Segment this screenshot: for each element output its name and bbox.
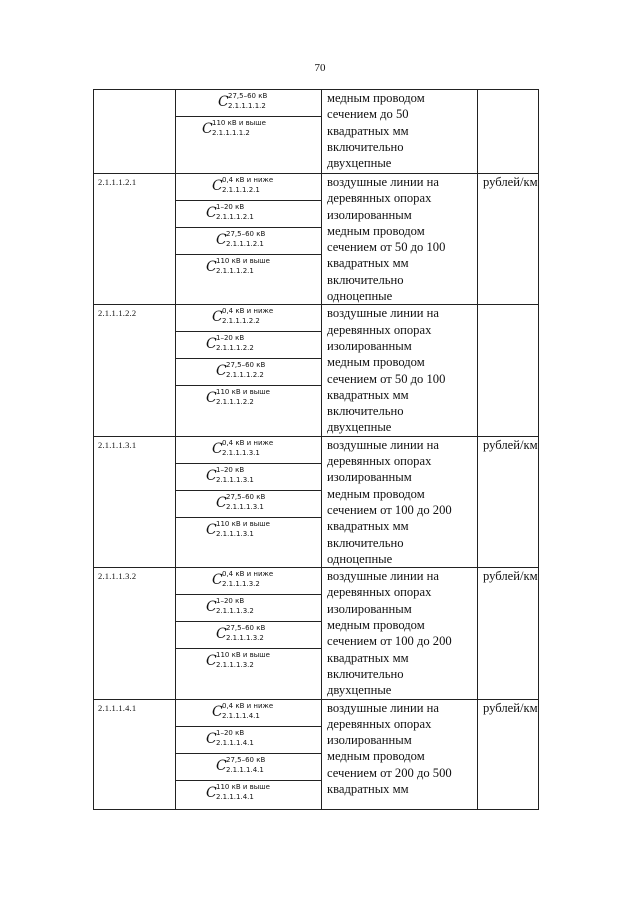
formula-list	[176, 437, 321, 545]
row-unit: рублей/км	[478, 436, 539, 567]
formula-superscript: 110 кВ и выше	[216, 519, 270, 528]
formula-subscript: 2.1.1.1.2.1	[216, 213, 254, 221]
description-line: квадратных мм	[327, 519, 409, 534]
formula-item	[176, 464, 321, 491]
formula-list	[176, 174, 321, 282]
description-line: изолированным	[327, 207, 412, 222]
formula-subscript: 2.1.1.1.1.2	[212, 129, 250, 137]
description-line: деревянных опорах	[327, 454, 432, 469]
description-line: изолированным	[327, 601, 412, 616]
formula-superscript: 27,5–60 кВ	[226, 361, 266, 370]
formula-item	[176, 518, 321, 545]
formula-item	[176, 437, 321, 464]
formula-item	[176, 90, 321, 117]
formula-item	[176, 622, 321, 649]
formula-item	[176, 386, 321, 413]
formula-subscript: 2.1.1.1.3.2	[222, 580, 260, 589]
description-line: деревянных опорах	[327, 191, 432, 206]
formula-item	[176, 228, 321, 255]
formula-item	[176, 754, 321, 781]
formula-subscript: 2.1.1.1.1.2	[228, 102, 266, 110]
description-line: изолированным	[327, 470, 412, 485]
formula-superscript: 1–20 кВ	[216, 203, 245, 211]
description-line: одноцепные	[327, 551, 393, 566]
description-line: деревянных опорах	[327, 716, 432, 731]
formula-subscript: 2.1.1.1.3.1	[226, 502, 264, 511]
formula-list	[176, 90, 321, 144]
description-line: квадратных мм	[327, 650, 409, 665]
formula-list	[176, 305, 321, 413]
table-row	[94, 436, 539, 567]
formula-subscript: 2.1.1.1.4.1	[216, 738, 254, 747]
table-row	[94, 568, 539, 699]
formula-superscript: 110 кВ и выше	[216, 651, 270, 660]
formula-superscript: 0,4 кВ и ниже	[222, 307, 274, 316]
description-line: медным проводом	[327, 749, 425, 764]
formula-symbol: C	[216, 494, 227, 511]
formula-subscript: 2.1.1.1.2.1	[216, 267, 254, 275]
description-line: включительно	[327, 139, 404, 154]
description-line: двухцепные	[327, 420, 392, 435]
formula-symbol: C	[206, 784, 217, 801]
formula-superscript: 1–20 кВ	[216, 597, 245, 606]
formula-subscript: 2.1.1.1.2.2	[216, 344, 254, 353]
description-line: квадратных мм	[327, 387, 409, 402]
formula-symbol: C	[212, 572, 223, 589]
table-row	[94, 699, 539, 809]
formula-item	[176, 700, 321, 727]
row-description	[322, 699, 478, 809]
description-line: воздушные линии на	[327, 306, 439, 321]
row-description	[322, 90, 478, 174]
description-line: воздушные линии на	[327, 437, 439, 452]
formula-symbol: C	[206, 730, 217, 747]
formula-subscript: 2.1.1.1.4.1	[226, 765, 264, 774]
row-description	[322, 436, 478, 567]
description-line: воздушные линии на	[327, 700, 439, 715]
row-description	[322, 305, 478, 436]
formula-subscript: 2.1.1.1.2.1	[226, 240, 264, 248]
formula-symbol: C	[216, 363, 227, 380]
row-code: 2.1.1.1.3.2	[94, 568, 176, 699]
formula-subscript: 2.1.1.1.2.2	[226, 371, 264, 380]
formula-superscript: 110 кВ и выше	[216, 782, 270, 791]
formula-symbol: C	[206, 205, 217, 221]
description-line: медным проводом	[327, 486, 425, 501]
description-line: медным проводом	[327, 223, 425, 238]
tariff-table-body	[94, 90, 539, 810]
row-code: 2.1.1.1.2.1	[94, 174, 176, 305]
formula-symbol: C	[202, 121, 213, 137]
table-row	[94, 305, 539, 436]
description-line: одноцепные	[327, 289, 393, 304]
formula-symbol: C	[206, 521, 217, 538]
formula-symbol: C	[216, 757, 227, 774]
row-code: 2.1.1.1.3.1	[94, 436, 176, 567]
description-line: изолированным	[327, 733, 412, 748]
row-code: 2.1.1.1.4.1	[94, 699, 176, 809]
description-line: сечением от 50 до 100	[327, 240, 446, 255]
formula-subscript: 2.1.1.1.3.2	[216, 661, 254, 670]
description-line: включительно	[327, 404, 404, 419]
description-line: деревянных опорах	[327, 585, 432, 600]
formula-superscript: 27,5–60 кВ	[226, 624, 266, 633]
formula-item	[176, 727, 321, 754]
formula-superscript: 27,5–60 кВ	[226, 755, 266, 764]
formula-item	[176, 491, 321, 518]
table-row	[94, 90, 539, 174]
description-line: включительно	[327, 666, 404, 681]
formula-symbol: C	[206, 653, 217, 670]
formula-item	[176, 174, 321, 201]
formula-item	[176, 255, 321, 282]
formula-list	[176, 568, 321, 676]
formula-list	[176, 700, 321, 808]
formula-symbol: C	[218, 94, 229, 110]
row-unit	[478, 305, 539, 436]
formula-symbol: C	[212, 178, 223, 194]
formula-subscript: 2.1.1.1.4.1	[222, 711, 260, 720]
description-line: сечением от 50 до 100	[327, 371, 446, 386]
description-line: включительно	[327, 535, 404, 550]
formula-cell	[176, 174, 322, 305]
description-line: воздушные линии на	[327, 569, 439, 584]
formula-item	[176, 781, 321, 808]
row-description	[322, 568, 478, 699]
description-line: квадратных мм	[327, 123, 409, 138]
formula-cell	[176, 436, 322, 567]
formula-superscript: 0,4 кВ и ниже	[222, 438, 274, 447]
formula-symbol: C	[212, 703, 223, 720]
formula-cell	[176, 568, 322, 699]
description-line: деревянных опорах	[327, 322, 432, 337]
formula-subscript: 2.1.1.1.3.2	[216, 607, 254, 616]
formula-superscript: 110 кВ и выше	[216, 257, 270, 265]
formula-subscript: 2.1.1.1.2.2	[216, 398, 254, 407]
formula-symbol: C	[212, 309, 223, 326]
formula-subscript: 2.1.1.1.3.2	[226, 634, 264, 643]
description-line: двухцепные	[327, 683, 392, 698]
formula-superscript: 110 кВ и выше	[216, 388, 270, 397]
formula-superscript: 1–20 кВ	[216, 465, 245, 474]
description-line: включительно	[327, 272, 404, 287]
table-row	[94, 174, 539, 305]
formula-superscript: 1–20 кВ	[216, 334, 245, 343]
tariff-table	[93, 89, 539, 810]
description-line: сечением от 100 до 200	[327, 634, 452, 649]
formula-symbol: C	[212, 440, 223, 457]
formula-superscript: 1–20 кВ	[216, 728, 245, 737]
description-line: медным проводом	[327, 618, 425, 633]
row-description	[322, 174, 478, 305]
formula-item	[176, 305, 321, 332]
formula-item	[176, 117, 321, 144]
formula-item	[176, 595, 321, 622]
formula-item	[176, 359, 321, 386]
description-line: сечением от 100 до 200	[327, 502, 452, 517]
formula-symbol: C	[206, 336, 217, 353]
formula-item	[176, 201, 321, 228]
formula-superscript: 27,5–60 кВ	[226, 230, 266, 238]
description-line: сечением до 50	[327, 107, 409, 122]
formula-superscript: 0,4 кВ и ниже	[222, 701, 274, 710]
description-line: квадратных мм	[327, 781, 409, 796]
formula-cell	[176, 699, 322, 809]
page-number: 70	[314, 62, 326, 74]
formula-item	[176, 332, 321, 359]
formula-symbol: C	[216, 626, 227, 643]
description-line: медным проводом	[327, 355, 425, 370]
formula-subscript: 2.1.1.1.3.1	[216, 475, 254, 484]
description-line: квадратных мм	[327, 256, 409, 271]
formula-symbol: C	[206, 259, 217, 275]
formula-cell	[176, 90, 322, 174]
formula-subscript: 2.1.1.1.4.1	[216, 792, 254, 801]
description-line: сечением от 200 до 500	[327, 765, 452, 780]
description-line: двухцепные	[327, 156, 392, 171]
formula-subscript: 2.1.1.1.3.1	[222, 448, 260, 457]
formula-superscript: 0,4 кВ и ниже	[222, 176, 274, 184]
row-unit: рублей/км	[478, 568, 539, 699]
row-unit	[478, 90, 539, 174]
formula-superscript: 27,5–60 кВ	[226, 492, 266, 501]
formula-superscript: 110 кВ и выше	[212, 119, 266, 127]
row-code: 2.1.1.1.2.2	[94, 305, 176, 436]
row-unit: рублей/км	[478, 174, 539, 305]
description-line: медным проводом	[327, 91, 425, 105]
formula-item	[176, 568, 321, 595]
formula-symbol: C	[206, 467, 217, 484]
formula-symbol: C	[206, 390, 217, 407]
formula-subscript: 2.1.1.1.3.1	[216, 529, 254, 538]
description-line: изолированным	[327, 338, 412, 353]
formula-symbol: C	[206, 599, 217, 616]
formula-item	[176, 649, 321, 676]
formula-superscript: 27,5–60 кВ	[228, 92, 268, 100]
row-unit: рублей/км	[478, 699, 539, 809]
row-code	[94, 90, 176, 174]
formula-subscript: 2.1.1.1.2.2	[222, 317, 260, 326]
description-line: воздушные линии на	[327, 175, 439, 189]
formula-symbol: C	[216, 232, 227, 248]
formula-subscript: 2.1.1.1.2.1	[222, 186, 260, 194]
formula-superscript: 0,4 кВ и ниже	[222, 570, 274, 579]
formula-cell	[176, 305, 322, 436]
